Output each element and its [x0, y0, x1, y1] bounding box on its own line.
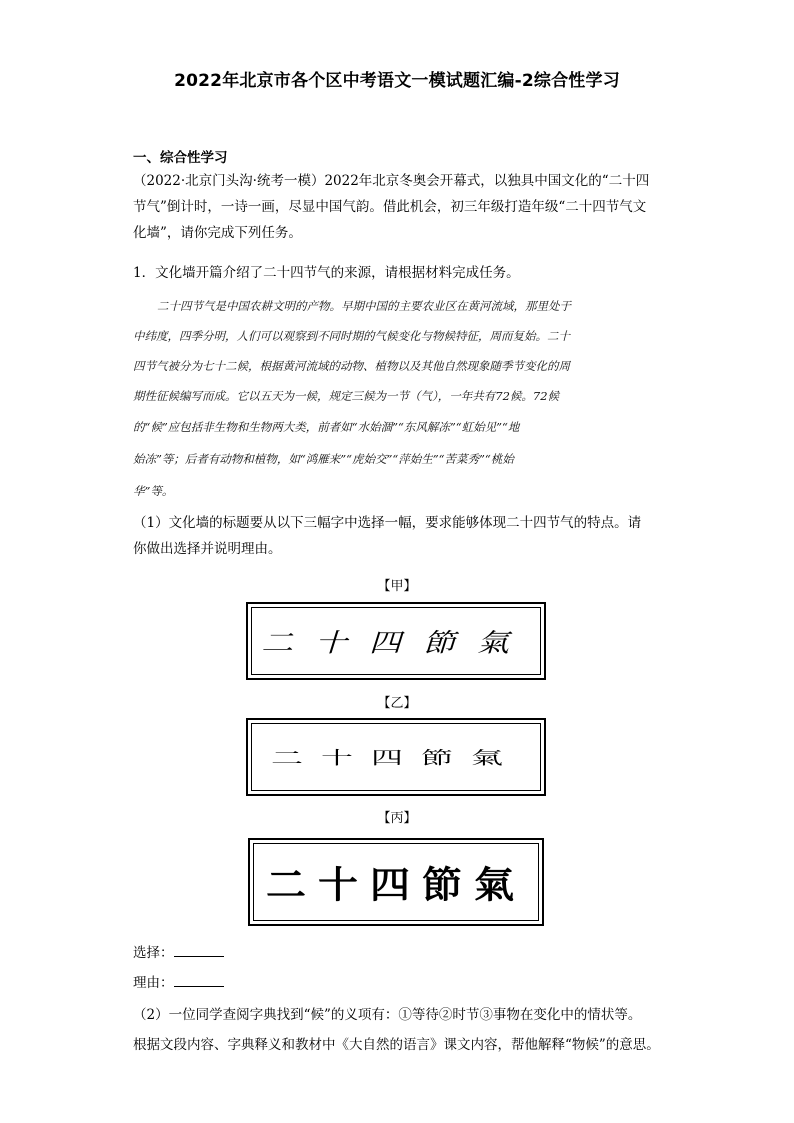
intro-line-1: （2022·北京门头沟·统考一模）2022年北京冬奥会开幕式，以独具中国文化的“二十四 — [133, 173, 650, 189]
section-heading: 一、综合性学习 — [133, 150, 228, 166]
calligraphy-text-bing: 二十四節氣 — [266, 863, 526, 907]
option-label-yi: 【乙】 — [377, 696, 417, 711]
calligraphy-text-jia: 二十四節氣 — [260, 627, 531, 658]
calligraphy-option-bing — [248, 838, 544, 926]
passage-line-4: 期性征候编写而成。它以五天为一候，规定三候为一节（气），一年共有72候。72候 — [133, 389, 560, 403]
choice-answer-blank[interactable] — [174, 944, 224, 957]
passage-line-6: 始冻”等；后者有动物和植物，如“鸿雁来”“虎始交”“萍始生”“苦菜秀”“桃始 — [133, 452, 514, 466]
choice-label: 选择： — [133, 945, 174, 961]
passage-line-1: 二十四节气是中国农耕文明的产物。早期中国的主要农业区在黄河流域，那里处于 — [157, 299, 571, 313]
calligraphy-option-yi — [246, 718, 546, 796]
passage-line-2: 中纬度，四季分明，人们可以观察到不同时期的气候变化与物候特征，周而复始。二十 — [133, 329, 570, 343]
reason-line — [133, 970, 673, 996]
intro-line-2: 节气”倒计时，一诗一画，尽显中国气韵。借此机会，初三年级打造年级“二十四节气文 — [133, 199, 647, 215]
page-title: 2022年北京市各个区中考语文一模试题汇编-2综合性学习 — [174, 71, 620, 91]
calligraphy-text-yi: 二十四節氣 — [270, 747, 521, 769]
reason-answer-blank[interactable] — [174, 974, 224, 987]
intro-line-3: 化墙”，请你完成下列任务。 — [133, 225, 302, 241]
passage-line-3: 四节气被分为七十二候，根据黄河流域的动物、植物以及其他自然现象随季节变化的周 — [133, 359, 570, 373]
question-1-2-line-2: 根据文段内容、字典释义和教材中《大自然的语言》课文内容，帮他解释“物候”的意思。 — [133, 1037, 660, 1053]
question-1: 1．文化墙开篇介绍了二十四节气的来源，请根据材料完成任务。 — [133, 265, 520, 281]
question-1-2-line-1: （2）一位同学查阅字典找到“候”的义项有：①等待②时节③事物在变化中的情状等。 — [133, 1007, 642, 1023]
question-1-1-line-1: （1）文化墙的标题要从以下三幅字中选择一幅，要求能够体现二十四节气的特点。请 — [133, 515, 642, 531]
option-label-bing: 【丙】 — [377, 811, 417, 826]
choice-line — [133, 940, 673, 966]
passage-line-7: 华”等。 — [133, 484, 174, 498]
reason-label: 理由： — [133, 975, 174, 991]
passage-line-5: 的“候”应包括非生物和生物两大类，前者如“水始涸”“东风解冻”“虹始见”“地 — [133, 420, 520, 434]
calligraphy-option-jia — [246, 602, 546, 680]
option-label-jia: 【甲】 — [377, 579, 417, 594]
question-1-1-line-2: 你做出选择并说明理由。 — [133, 541, 282, 557]
